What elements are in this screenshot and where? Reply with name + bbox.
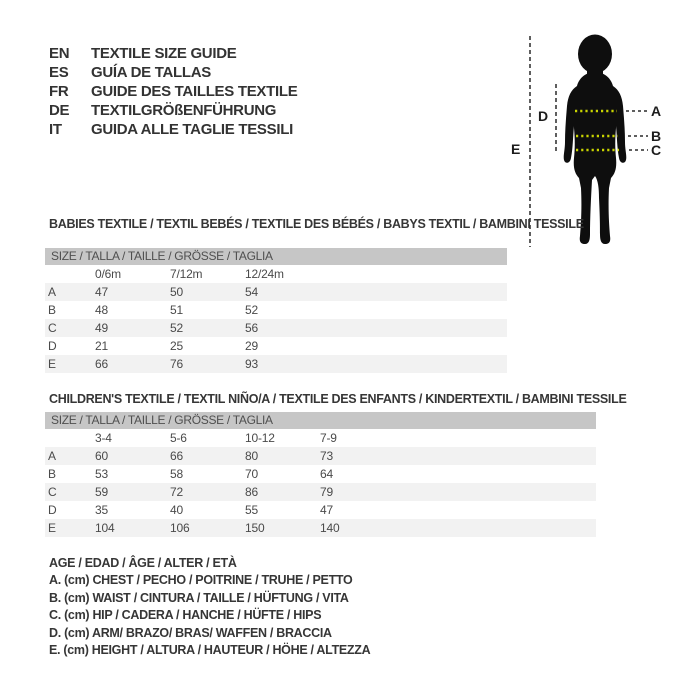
legend-hip-line: C. (cm) HIP / CADERA / HANCHE / HÜFTE / HIPS	[49, 608, 322, 623]
cell: 80	[245, 449, 258, 463]
lang-code-it: IT	[49, 121, 62, 138]
babies-table-header: SIZE / TALLA / TAILLE / GRÖSSE / TAGLIA	[45, 248, 507, 265]
babies-section-title: BABIES TEXTILE / TEXTIL BEBÉS / TEXTILE DES BÉBÉS / BABYS TEXTIL / BAMBINI TESSILE	[49, 217, 584, 231]
cell: 64	[320, 467, 333, 481]
lang-title-fr: GUIDE DES TAILLES TEXTILE	[91, 83, 298, 100]
list-item	[49, 101, 297, 120]
table-row	[45, 355, 507, 373]
row-label: E	[48, 357, 56, 371]
children-size-table	[45, 412, 596, 537]
cell: 66	[170, 449, 183, 463]
cell: 49	[95, 321, 108, 335]
cell: 106	[170, 521, 190, 535]
row-label: D	[48, 503, 57, 517]
cell: 104	[95, 521, 115, 535]
marker-b-label: B	[651, 128, 662, 144]
lang-title-en: TEXTILE SIZE GUIDE	[91, 45, 237, 62]
cell: 76	[170, 357, 183, 371]
legend-arm-line: D. (cm) ARM/ BRAZO/ BRAS/ WAFFEN / BRACCIA	[49, 625, 332, 640]
cell: 73	[320, 449, 333, 463]
row-label: A	[48, 285, 56, 299]
row-label: E	[48, 521, 56, 535]
table-row	[45, 337, 507, 355]
table-row	[45, 283, 507, 301]
babies-size-table	[45, 248, 507, 373]
column-header: 5-6	[170, 431, 187, 445]
cell: 52	[170, 321, 183, 335]
cell: 50	[170, 285, 183, 299]
cell: 72	[170, 485, 183, 499]
cell: 70	[245, 467, 258, 481]
cell: 66	[95, 357, 108, 371]
column-header: 3-4	[95, 431, 112, 445]
cell: 140	[320, 521, 340, 535]
cell: 55	[245, 503, 258, 517]
measurement-legend	[49, 555, 370, 659]
cell: 54	[245, 285, 258, 299]
cell: 35	[95, 503, 108, 517]
legend-waist-line: B. (cm) WAIST / CINTURA / TAILLE / HÜFTUNG / VITA	[49, 590, 349, 605]
cell: 58	[170, 467, 183, 481]
cell: 150	[245, 521, 265, 535]
table-row	[45, 519, 596, 537]
column-header: 0/6m	[95, 267, 121, 281]
lang-code-fr: FR	[49, 83, 69, 100]
row-label: A	[48, 449, 56, 463]
children-column-header-row	[45, 429, 596, 447]
cell: 40	[170, 503, 183, 517]
children-section-title: CHILDREN'S TEXTILE / TEXTIL NIÑO/A / TEXTILE DES ENFANTS / KINDERTEXTIL / BAMBINI TESSILE	[49, 392, 627, 406]
cell: 48	[95, 303, 108, 317]
cell: 52	[245, 303, 258, 317]
column-header: 12/24m	[245, 267, 284, 281]
cell: 59	[95, 485, 108, 499]
lang-code-de: DE	[49, 102, 70, 119]
table-row	[45, 447, 596, 465]
language-title-list	[49, 44, 297, 139]
cell: 53	[95, 467, 108, 481]
table-row	[45, 483, 596, 501]
column-header: 7-9	[320, 431, 337, 445]
marker-d-label: D	[538, 108, 549, 124]
lang-code-es: ES	[49, 64, 69, 81]
column-header: 10-12	[245, 431, 275, 445]
table-row	[45, 319, 507, 337]
cell: 29	[245, 339, 258, 353]
list-item	[49, 63, 297, 82]
legend-chest-line: A. (cm) CHEST / PECHO / POITRINE / TRUHE / PETTO	[49, 573, 353, 588]
cell: 56	[245, 321, 258, 335]
row-label: D	[48, 339, 57, 353]
cell: 79	[320, 485, 333, 499]
lang-title-de: TEXTILGRÖßENFÜHRUNG	[91, 102, 277, 119]
row-label: C	[48, 321, 57, 335]
cell: 47	[95, 285, 108, 299]
marker-e-label: E	[511, 141, 521, 157]
marker-a-label: A	[651, 103, 662, 119]
list-item	[49, 120, 297, 139]
lang-code-en: EN	[49, 45, 70, 62]
row-label: C	[48, 485, 57, 499]
list-item	[49, 82, 297, 101]
lang-title-it: GUIDA ALLE TAGLIE TESSILI	[91, 121, 293, 138]
cell: 93	[245, 357, 258, 371]
cell: 86	[245, 485, 258, 499]
marker-c-label: C	[651, 142, 662, 158]
babies-column-header-row	[45, 265, 507, 283]
cell: 21	[95, 339, 108, 353]
cell: 47	[320, 503, 333, 517]
column-header: 7/12m	[170, 267, 203, 281]
row-label: B	[48, 303, 56, 317]
cell: 25	[170, 339, 183, 353]
table-row	[45, 465, 596, 483]
cell: 60	[95, 449, 108, 463]
table-row	[45, 501, 596, 519]
legend-age-line: AGE / EDAD / ÂGE / ALTER / ETÀ	[49, 556, 237, 570]
child-silhouette	[564, 35, 627, 245]
table-row	[45, 301, 507, 319]
lang-title-es: GUÍA DE TALLAS	[91, 64, 211, 81]
legend-height-line: E. (cm) HEIGHT / ALTURA / HAUTEUR / HÖHE / ALTEZZA	[49, 643, 371, 658]
row-label: B	[48, 467, 56, 481]
children-table-header: SIZE / TALLA / TAILLE / GRÖSSE / TAGLIA	[45, 412, 596, 429]
list-item	[49, 44, 297, 63]
cell: 51	[170, 303, 183, 317]
